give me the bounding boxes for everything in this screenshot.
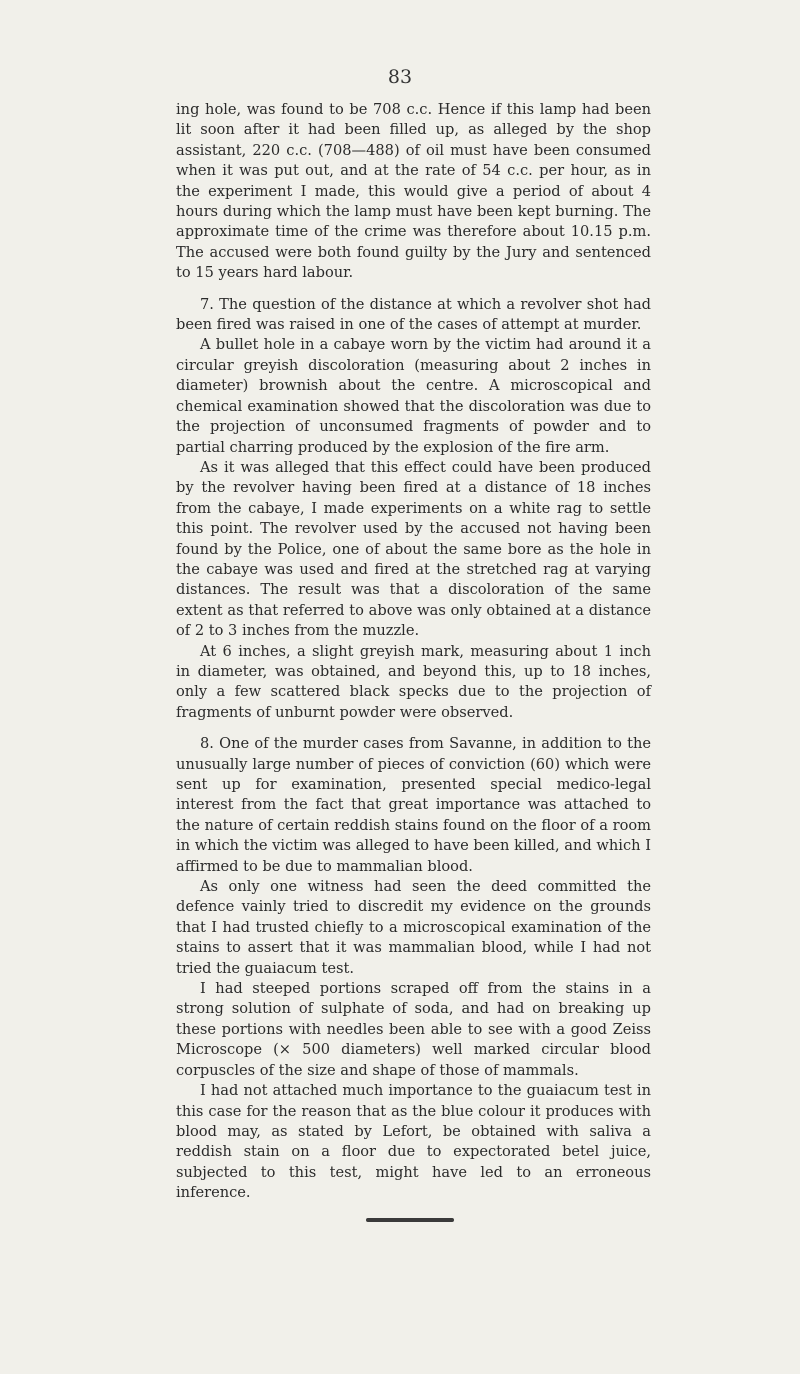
- paragraph-microscope: I had steeped portions scraped off from the stains in a strong solution of sulphate of soda, and had on breaking up these portions with needles been able to see with a good Zeiss Microscope (× 500 diameters) well marked circular blood corpuscles of the size and shape of those of mammals.: [176, 980, 651, 1079]
- paragraph-section-7: 7. The question of the distance at which a revolver shot had been fired was raised in one of the cases of attempt at murder.: [176, 295, 651, 334]
- paragraph-experiments: As it was alleged that this effect could have been produced by the revolver having been fired at a distance of 18 inches from the cabaye, I made experiments on a white rag to settle this point. The revolver used by the accused not having been found by the Police, one of about the same bore as the hole in the cabaye was used and fired at the stretched rag at varying distances. The result was that a discoloration of the same extent as that referred to above was only obtained at a distance of 2 to 3 inches from the muzzle.: [176, 458, 651, 640]
- body-text: [176, 100, 651, 1204]
- paragraph-guaiacum: I had not attached much importance to the guaiacum test in this case for the reason that as the blue colour it produces with blood may, as stated by Lefort, be obtained with saliva a reddish stain on a floor due to expectorated betel juice, subjected to this test, might have led to an erroneous inference.: [176, 1082, 651, 1202]
- paragraph-section-8: 8. One of the murder cases from Savanne, in addition to the unusually large number of pieces of conviction (60) which were sent up for examination, presented special medico-legal interest from the fact that great importance was attached to the nature of certain reddish stains found on the floor of a room in which the victim was alleged to have been killed, and which I affirmed to be due to mammalian blood.: [176, 735, 651, 875]
- paragraph-witness: As only one witness had seen the deed committed the defence vainly tried to discredit my evidence on the grounds that I had trusted chiefly to a microscopical examination of the stains to assert that it was mammalian blood, while I had not tried the guaiacum test.: [176, 878, 651, 977]
- paragraph-lamp-experiment: ing hole, was found to be 708 c.c. Hence if this lamp had been lit soon after it had been filled up, as alleged by the shop assistant, 220 c.c. (708—488) of oil must have been consumed when it was put out, and at the rate of 54 c.c. per hour, as in the experiment I made, this would give a period of about 4 hours during which the lamp must have been kept burning. The approximate time of the crime was therefore about 10.15 p.m. The accused were both found guilty by the Jury and sentenced to 15 years hard labour.: [176, 101, 651, 282]
- paragraph-six-inches: At 6 inches, a slight greyish mark, measuring about 1 inch in diameter, was obtained, and beyond this, up to 18 inches, only a few scattered black specks due to the projection of fragments of unburnt powder were observed.: [176, 642, 651, 721]
- page-number: 83: [387, 66, 413, 88]
- end-rule: [366, 1218, 454, 1222]
- paragraph-bullet-hole: A bullet hole in a cabaye worn by the victim had around it a circular greyish discoloration (measuring about 2 inches in diameter) brownish about the centre. A microscopical and chemical examination showed that the discoloration was due to the projection of unconsumed fragments of powder and to partial charring produced by the explosion of the fire arm.: [176, 336, 651, 456]
